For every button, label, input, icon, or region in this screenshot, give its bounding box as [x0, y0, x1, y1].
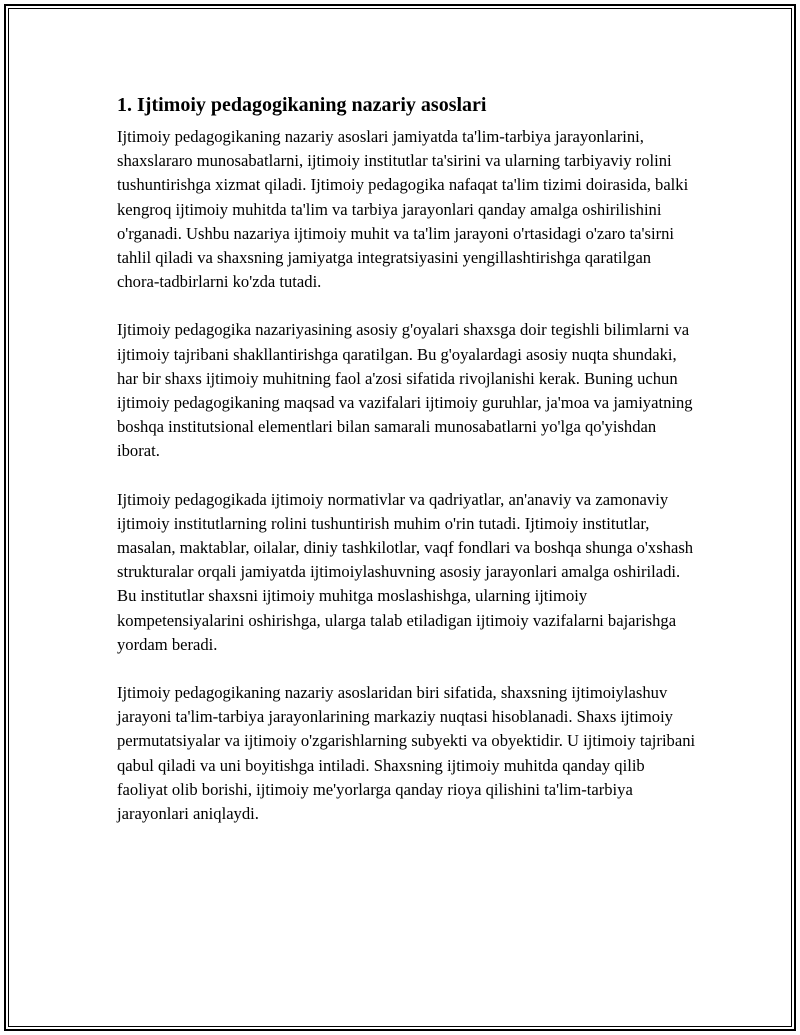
paragraph-3: Ijtimoiy pedagogikada ijtimoiy normativlar va qadriyatlar, an'anaviy va zamonaviy ijtimoiy institutlarning rolini tushuntirish muhim o'rin tutadi. Ijtimoiy institutlar, masalan, maktablar, oilalar, diniy tashkilotlar, vaqf fondlari va boshqa shunga o'xshash strukturalar orqali jamiyatda ijtimoiylashuvning asosiy jarayonlari amalga oshiriladi. Bu institutlar shaxsni ijtimoiy muhitga moslashishga, ularning ijtimoiy kompetensiyalarini oshirishga, ularga talab etiladigan ijtimoiy vazifalarni bajarishga yordam beradi. [117, 489, 694, 654]
paragraph-4: Ijtimoiy pedagogikaning nazariy asoslaridan biri sifatida, shaxsning ijtimoiylashuv jarayoni ta'lim-tarbiya jarayonlarining markaziy nuqtasi hisoblanadi. Shaxs ijtimoiy permutatsiyalar va ijtimoiy o'zgarishlarning subyekti va obyektidir. U ijtimoiy tajribani qabul qiladi va uni boyitishga intiladi. Shaxsning ijtimoiy muhitda qanday qilib faoliyat olib borishi, ijtimoiy me'yorlarga qanday rioya qilishini ta'lim-tarbiya jarayonlari aniqlaydi. [117, 683, 696, 824]
section-heading: 1. Ijtimoiy pedagogikaning nazariy asoslari [117, 94, 487, 116]
paragraph-2: Ijtimoiy pedagogika nazariyasining asosiy g'oyalari shaxsga doir tegishli bilimlarni va ijtimoiy tajribani shakllantirishga qaratilgan. Bu g'oyalardagi asosiy nuqta shundaki, har bir shaxs ijtimoiy muhitning faol a'zosi sifatida rivojlanishi kerak. Buning uchun ijtimoiy pedagogikaning maqsad va vazifalari ijtimoiy guruhlar, ja'moa va jamiyatning boshqa institutsional elementlari bilan samarali munosabatlarni yo'lga qo'yishdan iborat. [117, 320, 693, 461]
paragraph-1: Ijtimoiy pedagogikaning nazariy asoslari jamiyatda ta'lim-tarbiya jarayonlarini, shaxslararo munosabatlarni, ijtimoiy institutlar ta'sirini va ularning tarbiyaviy rolini tushuntirishga xizmat qiladi. Ijtimoiy pedagogika nafaqat ta'lim tizimi doirasida, balki kengroq ijtimoiy muhitda ta'lim va tarbiya jarayonlari qanday amalga oshirilishini o'rganadi. Ushbu nazariya ijtimoiy muhit va ta'lim jarayoni o'rtasidagi o'zaro ta'sirni tahlil qiladi va shaxsning jamiyatga integratsiyasini yengillashtirishga qaratilgan chora-tadbirlarni ko'zda tutadi. [117, 127, 689, 292]
document-body [117, 91, 697, 850]
